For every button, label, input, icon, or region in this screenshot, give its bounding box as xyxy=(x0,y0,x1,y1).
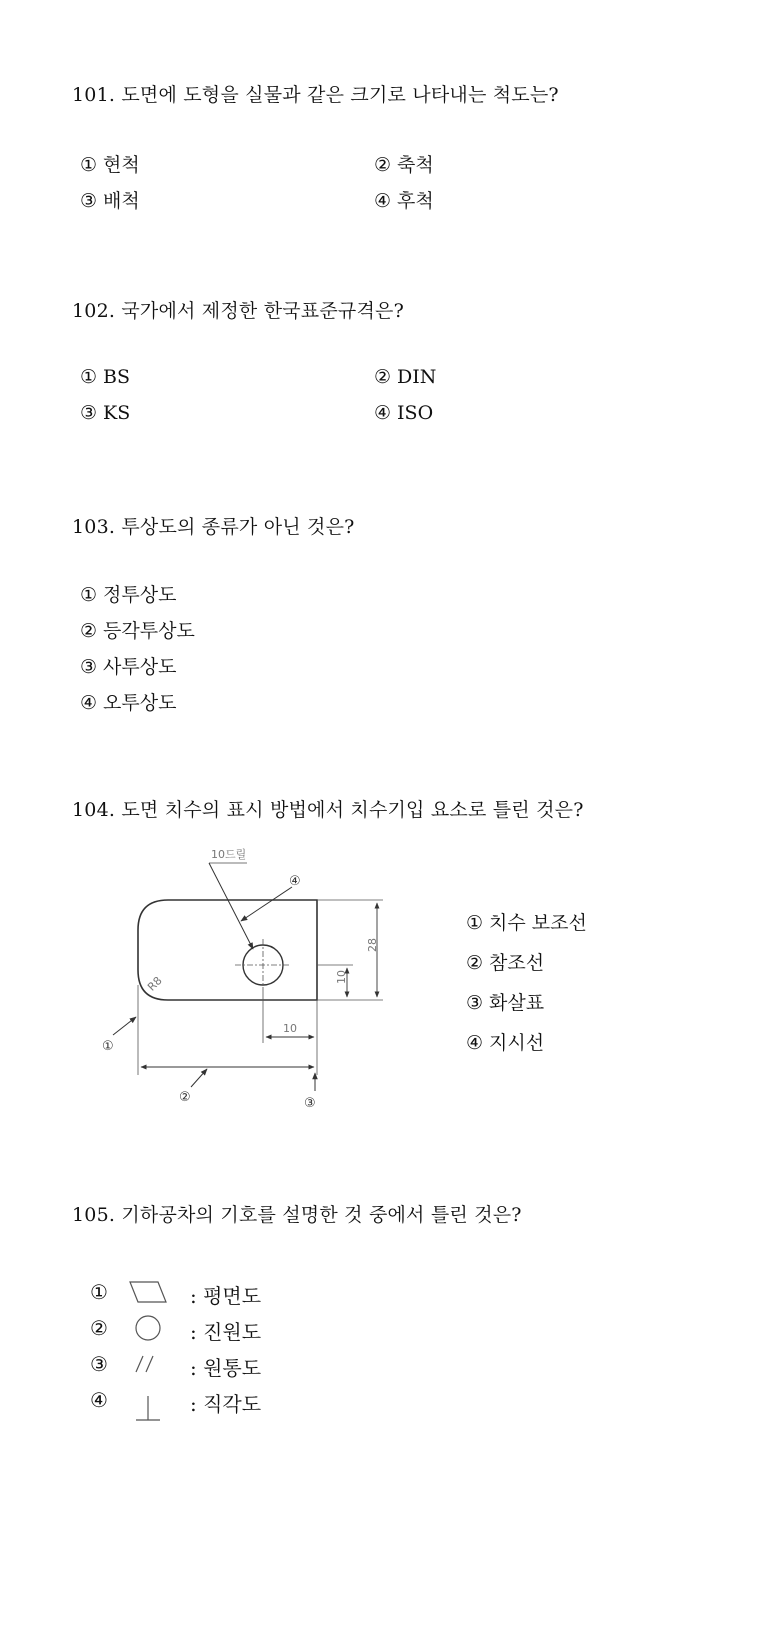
q101-option-1[interactable]: ① 현척 xyxy=(80,154,140,176)
q103-option-4[interactable]: ④ 오투상도 xyxy=(80,692,177,714)
callout-4: ④ xyxy=(289,874,301,889)
question-102: 102. 국가에서 제정한 한국표준규격은? xyxy=(72,300,404,322)
callout-3: ③ xyxy=(304,1096,316,1111)
q102-option-3[interactable]: ③ KS xyxy=(80,402,131,424)
q105-option-4[interactable]: ④ : 직각도 xyxy=(90,1388,108,1412)
question-101: 101. 도면에 도형을 실물과 같은 크기로 나타내는 척도는? xyxy=(72,84,559,106)
q105-option-1[interactable]: ① : 평면도 xyxy=(90,1280,262,1308)
drill-label: 10드릴 xyxy=(211,848,247,861)
part-outline xyxy=(138,900,317,1000)
q102-option-2[interactable]: ② DIN xyxy=(374,366,437,388)
dimension-10-horizontal: 10 xyxy=(283,1022,297,1035)
callout-1: ① xyxy=(102,1039,114,1054)
q101-option-2[interactable]: ② 축척 xyxy=(374,154,434,176)
q104-option-3[interactable]: ③ 화살표 xyxy=(466,992,545,1014)
callout-2: ② xyxy=(179,1090,191,1105)
question-103: 103. 투상도의 종류가 아닌 것은? xyxy=(72,516,355,538)
q101-option-3[interactable]: ③ 배척 xyxy=(80,190,140,212)
q102-option-4[interactable]: ④ ISO xyxy=(374,402,434,424)
circle-icon xyxy=(128,1313,168,1343)
q105-option-2[interactable]: ② : 진원도 xyxy=(90,1316,108,1340)
q103-option-3[interactable]: ③ 사투상도 xyxy=(80,656,177,678)
parallelogram-icon xyxy=(128,1278,168,1306)
dimension-10-vertical: 10 xyxy=(335,970,348,984)
q104-option-2[interactable]: ② 참조선 xyxy=(466,952,545,974)
q101-option-4[interactable]: ④ 후척 xyxy=(374,190,434,212)
dimension-28: 28 xyxy=(366,938,379,952)
perpendicular-icon xyxy=(128,1392,168,1426)
q104-option-4[interactable]: ④ 지시선 xyxy=(466,1032,545,1054)
q103-option-1[interactable]: ① 정투상도 xyxy=(80,584,177,606)
radius-label: R8 xyxy=(145,974,165,994)
question-104: 104. 도면 치수의 표시 방법에서 치수기입 요소로 틀린 것은? xyxy=(72,799,584,821)
dimension-figure xyxy=(95,845,435,1120)
q103-option-2[interactable]: ② 등각투상도 xyxy=(80,620,195,642)
question-105: 105. 기하공차의 기호를 설명한 것 중에서 틀린 것은? xyxy=(72,1204,522,1226)
q102-option-1[interactable]: ① BS xyxy=(80,366,131,388)
q105-option-3[interactable]: ③ : 원통도 xyxy=(90,1352,262,1380)
q104-option-1[interactable]: ① 치수 보조선 xyxy=(466,912,587,934)
double-slash-icon xyxy=(128,1350,168,1378)
